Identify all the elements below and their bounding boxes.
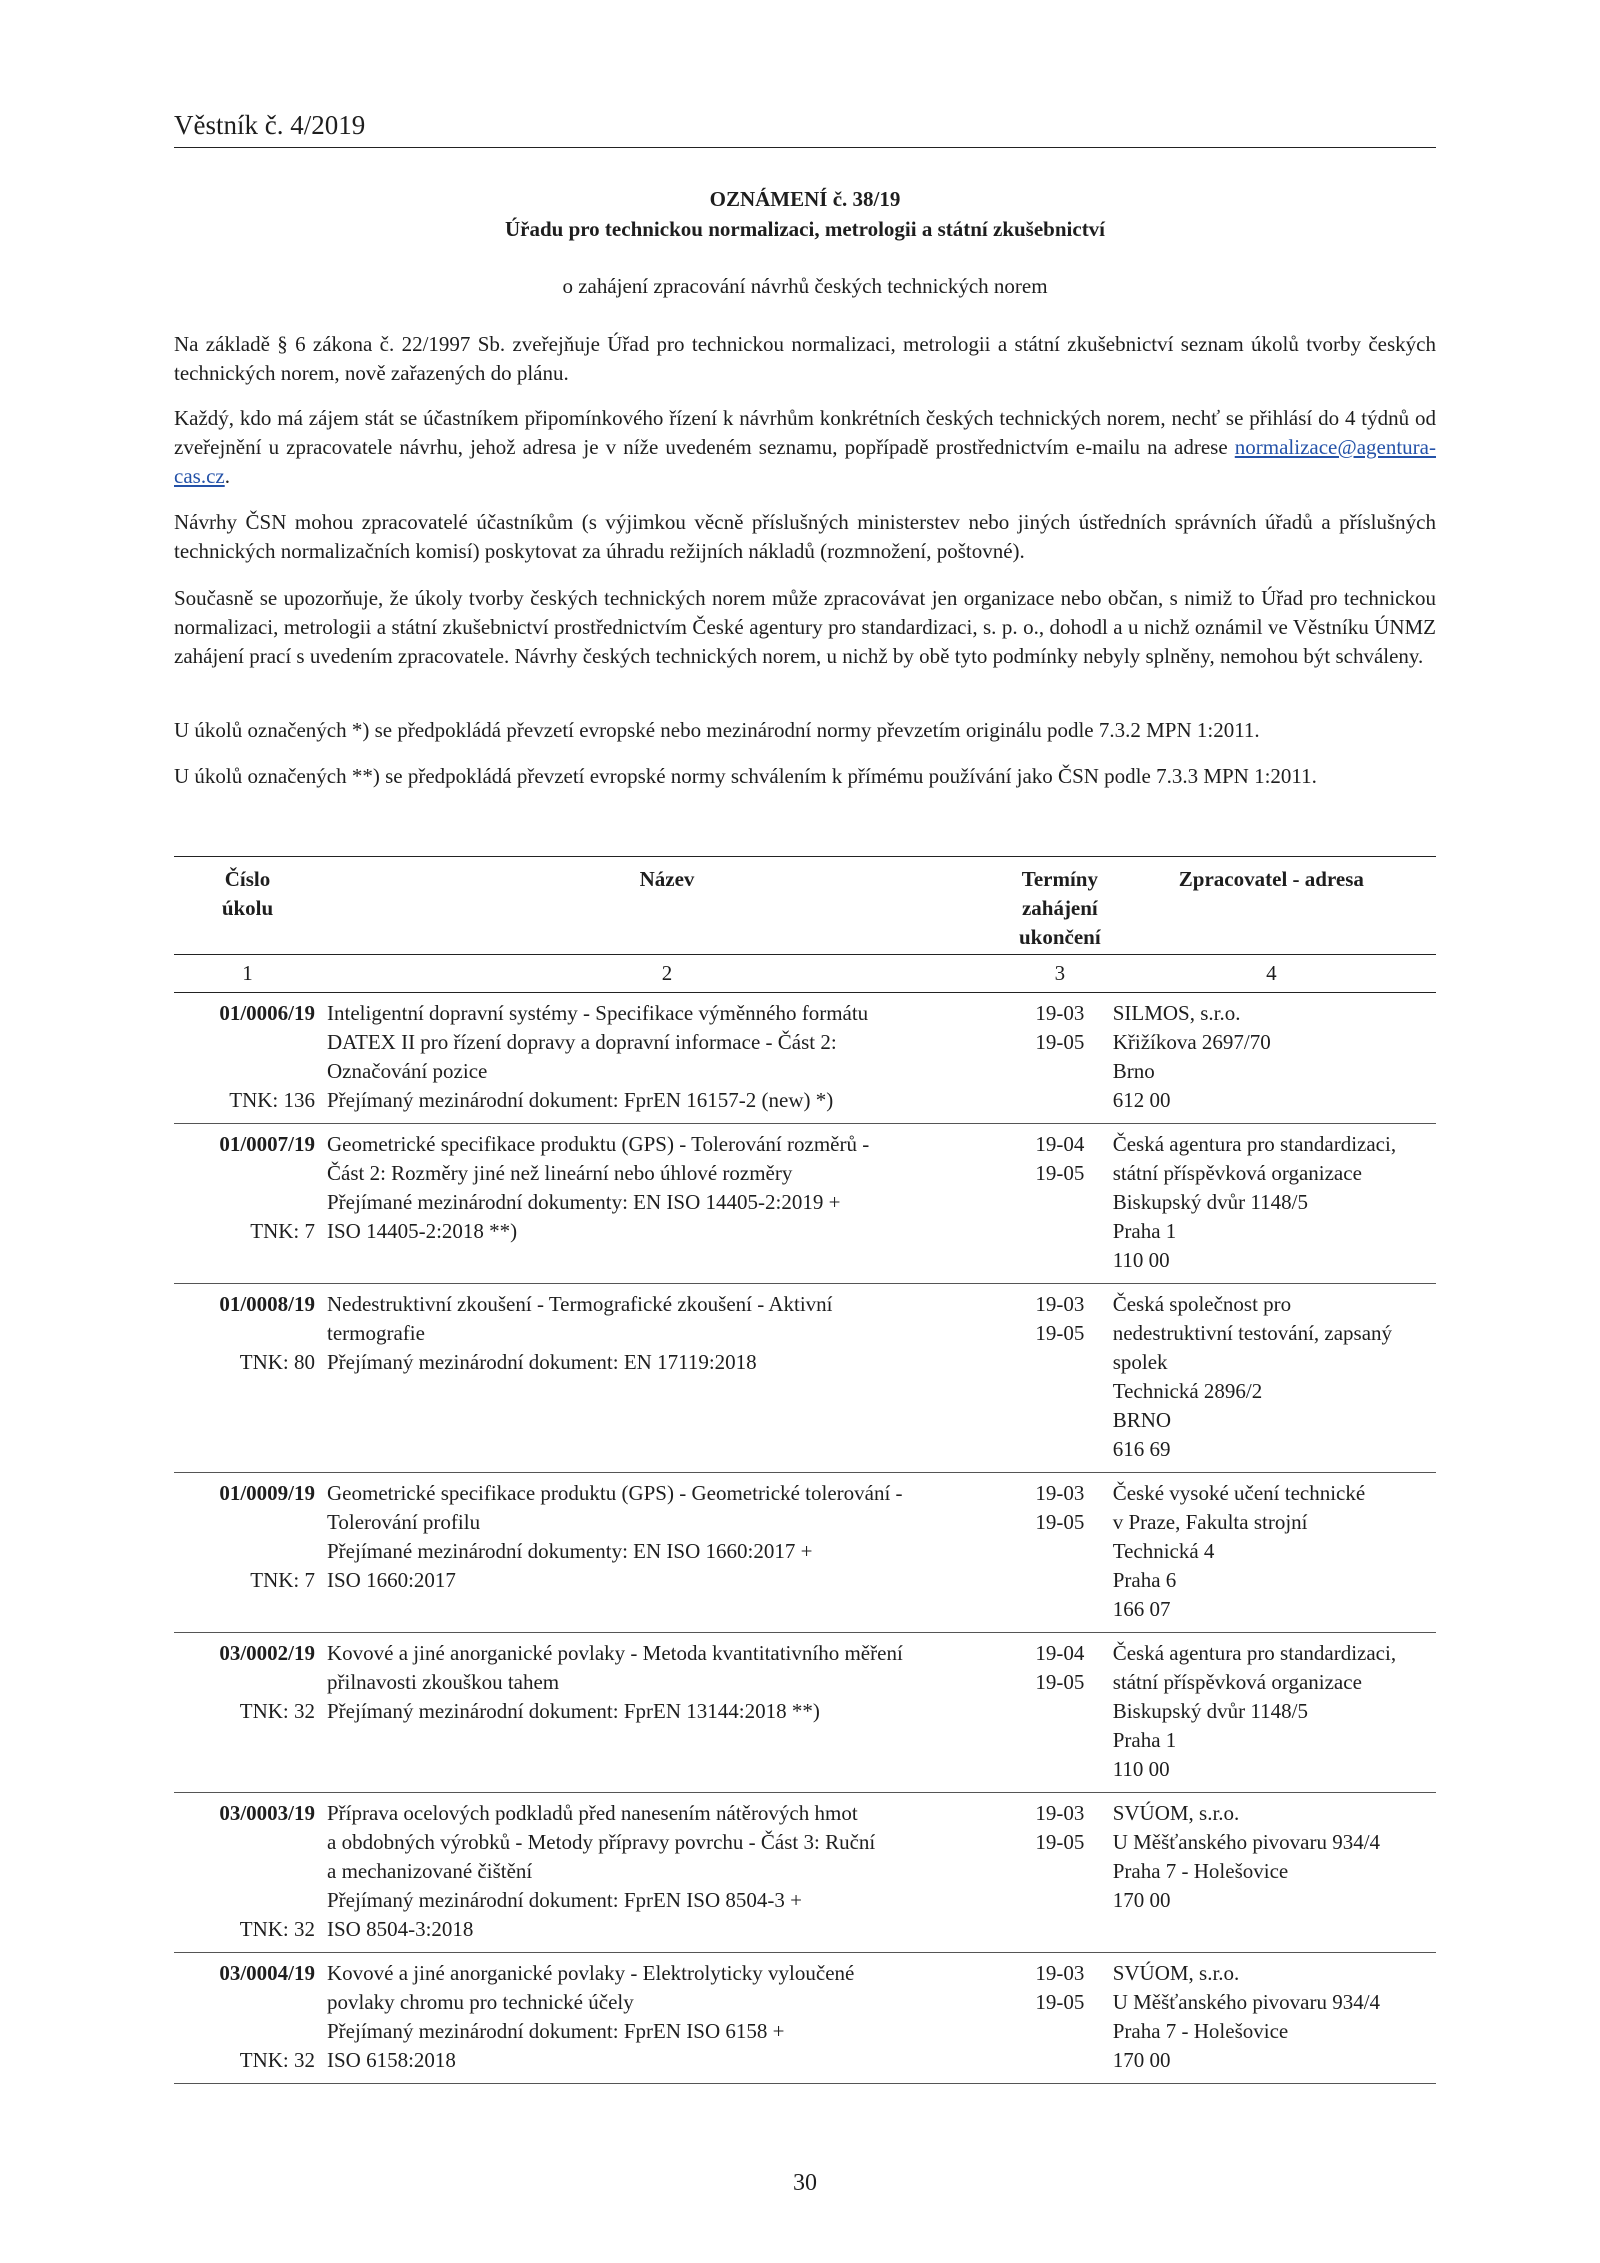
spacer — [180, 1988, 315, 2017]
task-name-line: ISO 8504-3:2018 — [327, 1917, 474, 1941]
spacer — [180, 1508, 315, 1537]
spacer — [180, 1828, 315, 1857]
paragraph-participation — [174, 404, 1436, 491]
processor-line: spolek — [1112, 1350, 1168, 1374]
task-number-cell — [174, 1633, 321, 1793]
end-date: 19-05 — [1035, 1030, 1085, 1054]
processor-line: 616 69 — [1112, 1437, 1171, 1461]
task-number: 01/0006/19 — [219, 1001, 315, 1025]
processor-line: SVÚOM, s.r.o. — [1112, 1961, 1240, 1985]
spacer — [180, 1857, 315, 1886]
task-number-cell — [174, 1953, 321, 2084]
task-name-line: Nedestruktivní zkoušení - Termografické zkoušení - Aktivní — [327, 1292, 833, 1316]
task-name-cell — [321, 1633, 1013, 1793]
processor-line: Praha 6 — [1112, 1568, 1177, 1592]
processor-line: České vysoké učení technické — [1112, 1481, 1366, 1505]
header-processor: Zpracovatel - adresa — [1107, 857, 1436, 955]
table-row — [174, 1124, 1436, 1284]
processor-line: Praha 1 — [1112, 1219, 1177, 1243]
task-dates-cell — [1013, 1793, 1107, 1953]
processor-line: 612 00 — [1112, 1088, 1171, 1112]
spacer — [180, 1028, 315, 1057]
processor-line: Technická 2896/2 — [1112, 1379, 1263, 1403]
processor-cell — [1107, 1473, 1436, 1633]
task-number: 01/0009/19 — [219, 1481, 315, 1505]
processor-cell — [1107, 1633, 1436, 1793]
paragraph-participation-end: . — [224, 464, 230, 488]
notice-issuer: Úřadu pro technickou normalizaci, metrologii a státní zkušebnictví — [504, 217, 1106, 241]
tnk-number: TNK: 32 — [239, 2048, 315, 2072]
table-row — [174, 1284, 1436, 1473]
task-number: 01/0007/19 — [219, 1132, 315, 1156]
email-link[interactable]: normalizace@agentura-cas.cz — [174, 435, 1436, 488]
paragraph-drafts: Návrhy ČSN mohou zpracovatelé účastníkům (s výjimkou věcně příslušných ministerstev nebo jiných ústředních správních úřadů a příslušných technických normalizačních komisí) poskytovat za úhradu režijních nákladů (rozmnožení, poštovné). — [174, 510, 1436, 563]
task-name-cell — [321, 993, 1013, 1124]
page-number: 30 — [793, 2170, 817, 2196]
table-column-numbers-row — [174, 955, 1436, 993]
processor-line: Česká agentura pro standardizaci, — [1112, 1132, 1397, 1156]
end-date: 19-05 — [1035, 1321, 1085, 1345]
processor-line: 170 00 — [1112, 2048, 1171, 2072]
task-name-line: Přejímaný mezinárodní dokument: FprEN 13144:2018 **) — [327, 1699, 820, 1723]
header-task-number: Číslo úkolu — [174, 857, 321, 955]
task-number-cell — [174, 1473, 321, 1633]
processor-cell — [1107, 993, 1436, 1124]
task-name-cell — [321, 1124, 1013, 1284]
task-name-line: Označování pozice — [327, 1059, 488, 1083]
task-name-line: Přejímaný mezinárodní dokument: FprEN ISO 8504-3 + — [327, 1888, 802, 1912]
processor-cell — [1107, 1124, 1436, 1284]
processor-line: Česká agentura pro standardizaci, — [1112, 1641, 1397, 1665]
tnk-number: TNK: 7 — [250, 1219, 315, 1243]
task-name-line: termografie — [327, 1321, 425, 1345]
paragraph-note-single-star: U úkolů označených *) se předpokládá převzetí evropské nebo mezinárodní normy převzetím originálu podle 7.3.2 MPN 1:2011. — [174, 718, 1260, 742]
paragraph-legal-basis: Na základě § 6 zákona č. 22/1997 Sb. zveřejňuje Úřad pro technickou normalizaci, metrologii a státní zkušebnictví seznam úkolů tvorby českých technických norem, nově zařazených do plánu. — [174, 332, 1436, 385]
processor-line: 110 00 — [1112, 1757, 1170, 1781]
processor-line: Křižíkova 2697/70 — [1112, 1030, 1271, 1054]
task-name-line: Geometrické specifikace produktu (GPS) - Tolerování rozměrů - — [327, 1132, 870, 1156]
tasks-table — [174, 856, 1436, 2084]
task-name-line: ISO 1660:2017 — [327, 1568, 456, 1592]
processor-line: 166 07 — [1112, 1597, 1171, 1621]
task-name-line: Geometrické specifikace produktu (GPS) - Geometrické tolerování - — [327, 1481, 903, 1505]
task-name-line: povlaky chromu pro technické účely — [327, 1990, 634, 2014]
task-number-cell — [174, 993, 321, 1124]
task-name-line: a obdobných výrobků - Metody přípravy povrchu - Část 3: Ruční — [327, 1830, 876, 1854]
spacer — [180, 1668, 315, 1697]
processor-line: Biskupský dvůr 1148/5 — [1112, 1699, 1308, 1723]
processor-line: BRNO — [1112, 1408, 1172, 1432]
table-row — [174, 1633, 1436, 1793]
spacer — [180, 1319, 315, 1348]
processor-line: Biskupský dvůr 1148/5 — [1112, 1190, 1308, 1214]
tnk-number: TNK: 80 — [239, 1350, 315, 1374]
table-row — [174, 1953, 1436, 2084]
task-name-line: přilnavosti zkouškou tahem — [327, 1670, 560, 1694]
start-date: 19-03 — [1035, 1961, 1085, 1985]
task-name-line: Přejímaný mezinárodní dokument: FprEN ISO 6158 + — [327, 2019, 785, 2043]
task-name-line: Přejímané mezinárodní dokumenty: EN ISO 1660:2017 + — [327, 1539, 813, 1563]
task-name-cell — [321, 1953, 1013, 2084]
task-name-cell — [321, 1793, 1013, 1953]
column-number: 1 — [174, 955, 321, 993]
processor-line: nedestruktivní testování, zapsaný — [1112, 1321, 1393, 1345]
task-name-line: ISO 6158:2018 — [327, 2048, 456, 2072]
spacer — [180, 1537, 315, 1566]
spacer — [180, 1886, 315, 1915]
processor-line: Praha 7 - Holešovice — [1112, 2019, 1289, 2043]
header-dates: Termíny zahájení ukončení — [1013, 857, 1107, 955]
task-dates-cell — [1013, 1124, 1107, 1284]
processor-line: Brno — [1112, 1059, 1155, 1083]
column-number: 3 — [1013, 955, 1107, 993]
processor-line: Česká společnost pro — [1112, 1292, 1292, 1316]
processor-line: Praha 7 - Holešovice — [1112, 1859, 1289, 1883]
task-name-line: a mechanizované čištění — [327, 1859, 533, 1883]
processor-line: státní příspěvková organizace — [1112, 1161, 1362, 1185]
tnk-number: TNK: 7 — [250, 1568, 315, 1592]
task-name-line: Tolerování profilu — [327, 1510, 481, 1534]
task-name-line: ISO 14405-2:2018 **) — [327, 1219, 518, 1243]
processor-line: 110 00 — [1112, 1248, 1170, 1272]
task-number-cell — [174, 1793, 321, 1953]
paragraph-participation-text: Každý, kdo má zájem stát se účastníkem připomínkového řízení k návrhům konkrétních českých technických norem, nechť se přihlásí do 4 týdnů od zveřejnění u zpracovatele návrhu, jehož adresa je v níže uvedeném seznamu, popřípadě prostřednictvím e-mailu na adrese — [174, 406, 1436, 459]
task-dates-cell — [1013, 1633, 1107, 1793]
task-number-cell — [174, 1124, 321, 1284]
task-number: 03/0003/19 — [219, 1801, 315, 1825]
processor-line: SILMOS, s.r.o. — [1112, 1001, 1241, 1025]
header-name: Název — [321, 857, 1013, 955]
task-name-line: Inteligentní dopravní systémy - Specifikace výměnného formátu — [327, 1001, 869, 1025]
task-dates-cell — [1013, 1953, 1107, 2084]
processor-line: 170 00 — [1112, 1888, 1171, 1912]
end-date: 19-05 — [1035, 1990, 1085, 2014]
task-name-line: Příprava ocelových podkladů před nanesením nátěrových hmot — [327, 1801, 858, 1825]
table-row — [174, 1793, 1436, 1953]
spacer — [180, 1159, 315, 1188]
task-number-cell — [174, 1284, 321, 1473]
task-dates-cell — [1013, 1473, 1107, 1633]
task-name-line: Přejímaný mezinárodní dokument: FprEN 16157-2 (new) *) — [327, 1088, 834, 1112]
end-date: 19-05 — [1035, 1510, 1085, 1534]
task-name-cell — [321, 1284, 1013, 1473]
processor-line: v Praze, Fakulta strojní — [1112, 1510, 1308, 1534]
notice-title-block — [174, 184, 1436, 244]
task-number: 01/0008/19 — [219, 1292, 315, 1316]
task-name-line: Kovové a jiné anorganické povlaky - Metoda kvantitativního měření — [327, 1641, 903, 1665]
task-number: 03/0004/19 — [219, 1961, 315, 1985]
task-dates-cell — [1013, 993, 1107, 1124]
task-name-line: DATEX II pro řízení dopravy a dopravní informace - Část 2: — [327, 1030, 837, 1054]
notice-subtitle: o zahájení zpracování návrhů českých technických norem — [562, 274, 1048, 298]
task-dates-cell — [1013, 1284, 1107, 1473]
start-date: 19-04 — [1035, 1641, 1085, 1665]
processor-cell — [1107, 1793, 1436, 1953]
processor-line: U Měšťanského pivovaru 934/4 — [1112, 1830, 1381, 1854]
processor-cell — [1107, 1953, 1436, 2084]
processor-line: SVÚOM, s.r.o. — [1112, 1801, 1240, 1825]
processor-line: Technická 4 — [1112, 1539, 1215, 1563]
end-date: 19-05 — [1035, 1161, 1085, 1185]
column-number: 4 — [1107, 955, 1436, 993]
running-head: Věstník č. 4/2019 — [174, 110, 1436, 148]
start-date: 19-03 — [1035, 1481, 1085, 1505]
tnk-number: TNK: 32 — [239, 1699, 315, 1723]
task-number: 03/0002/19 — [219, 1641, 315, 1665]
table-row — [174, 1473, 1436, 1633]
table-row — [174, 993, 1436, 1124]
end-date: 19-05 — [1035, 1670, 1085, 1694]
spacer — [180, 1188, 315, 1217]
table-body — [174, 993, 1436, 2084]
notice-title: OZNÁMENÍ č. 38/19 — [709, 187, 901, 211]
table-header-row — [174, 857, 1436, 955]
start-date: 19-03 — [1035, 1801, 1085, 1825]
processor-line: U Měšťanského pivovaru 934/4 — [1112, 1990, 1381, 2014]
start-date: 19-04 — [1035, 1132, 1085, 1156]
spacer — [180, 1057, 315, 1086]
end-date: 19-05 — [1035, 1830, 1085, 1854]
tnk-number: TNK: 136 — [229, 1088, 315, 1112]
task-name-line: Přejímaný mezinárodní dokument: EN 17119:2018 — [327, 1350, 757, 1374]
processor-line: Praha 1 — [1112, 1728, 1177, 1752]
column-number: 2 — [321, 955, 1013, 993]
task-name-line: Přejímané mezinárodní dokumenty: EN ISO 14405-2:2019 + — [327, 1190, 841, 1214]
task-name-line: Část 2: Rozměry jiné než lineární nebo úhlové rozměry — [327, 1161, 793, 1185]
processor-cell — [1107, 1284, 1436, 1473]
task-name-line: Kovové a jiné anorganické povlaky - Elektrolyticky vyloučené — [327, 1961, 855, 1985]
task-name-cell — [321, 1473, 1013, 1633]
processor-line: státní příspěvková organizace — [1112, 1670, 1362, 1694]
paragraph-notice: Současně se upozorňuje, že úkoly tvorby českých technických norem může zpracovávat jen organizace nebo občan, s nimiž to Úřad pro technickou normalizaci, metrologii a státní zkušebnictví prostřednictvím České agentury pro standardizaci, s. p. o., dohodl a u nichž oznámil ve Věstníku ÚNMZ zahájení prací s uvedením zpracovatele. Návrhy českých technických norem, u nichž by obě tyto podmínky nebyly splněny, nemohou být schváleny. — [174, 586, 1436, 668]
paragraph-note-double-star: U úkolů označených **) se předpokládá převzetí evropské normy schválením k přímému používání jako ČSN podle 7.3.3 MPN 1:2011. — [174, 764, 1317, 788]
start-date: 19-03 — [1035, 1292, 1085, 1316]
start-date: 19-03 — [1035, 1001, 1085, 1025]
spacer — [180, 2017, 315, 2046]
tnk-number: TNK: 32 — [239, 1917, 315, 1941]
